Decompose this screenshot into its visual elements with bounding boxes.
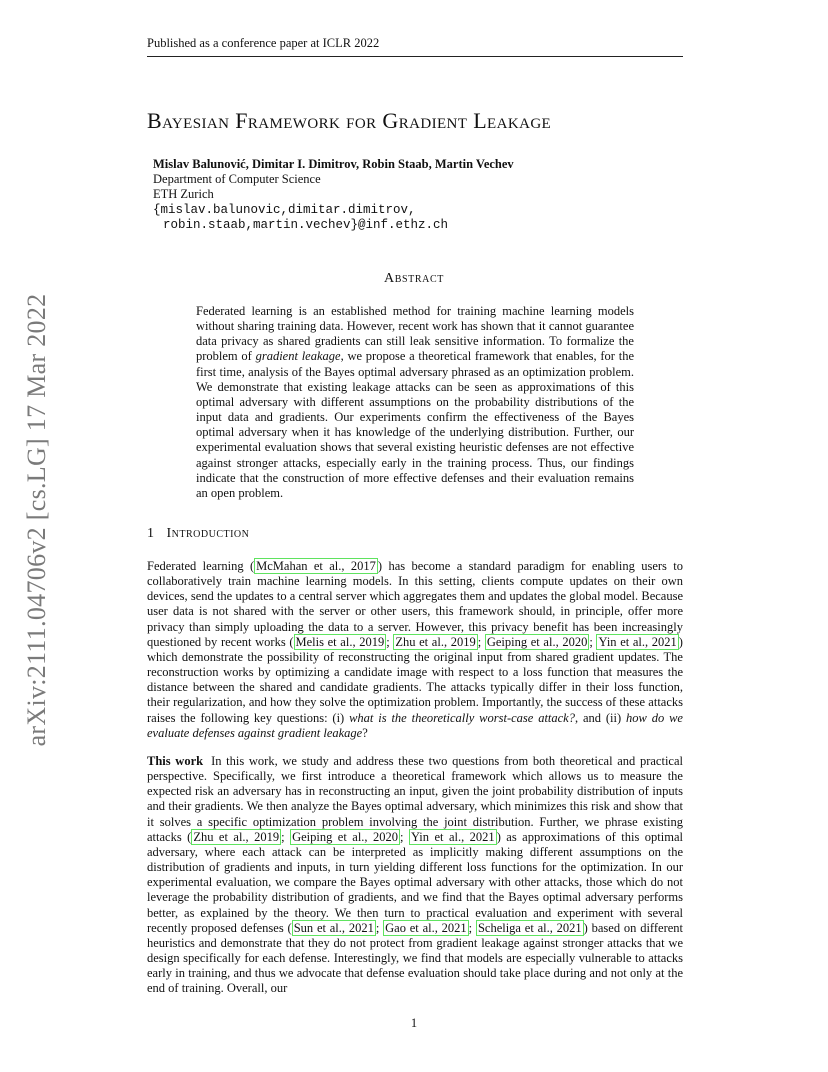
page-number: 1 [410, 1016, 418, 1030]
citation-link[interactable]: Geiping et al., 2020 [292, 829, 399, 844]
separator: ; [589, 634, 597, 649]
citation-link[interactable]: Gao et al., 2021 [385, 920, 467, 935]
text-run: ) based on different heuristics and demonstrate that they do not protect from gradient leakage against stronger attacks that we design specifically for each defense. Interestingly, we find that models are especially vulnerable to attacks early in training, and thus we advocate that defense evaluation should take place during and not only at the end of training. Overall, our [147, 920, 683, 996]
citation-link[interactable]: Zhu et al., 2019 [395, 634, 476, 649]
separator: ; [375, 920, 384, 935]
separator: ; [477, 634, 485, 649]
paren: ( [249, 559, 255, 573]
paren: ) [377, 559, 383, 573]
citation-link[interactable]: Zhu et al., 2019 [193, 829, 280, 844]
separator: ; [281, 829, 291, 844]
author-institution: ETH Zurich [153, 187, 214, 202]
author-names: Mislav Balunović, Dimitar I. Dimitrov, Robin Staab, Martin Vechev [153, 157, 514, 171]
paragraph-lead: This work [147, 754, 204, 768]
intro-paragraph-2 [147, 754, 683, 997]
abstract-text-part: , we propose a theoretical framework that enables, for the first time, analysis of the Bayes optimal adversary phrased as an optimization problem. We demonstrate that existing leakage attacks can be seen as approximations of this optimal adversary with different assumptions on the probability distributions of the input data and gradients. Our experiments confirm the effectiveness of the Bayes optimal adversary when it has knowledge of the underlying distribution. Further, our experimental evaluation shows that several existing heuristic defenses are not effective against stronger attacks, especially early in the training process. Thus, our findings indicate that the construction of more effective defenses and their evaluation remains an open problem. [196, 349, 634, 500]
citation-link[interactable]: Melis et al., 2019 [295, 634, 385, 649]
running-header: Published as a conference paper at ICLR 2022 [147, 36, 683, 57]
section-title: Introduction [166, 526, 250, 541]
text-run: Federated learning [147, 559, 250, 573]
italic-question: what is the theoretically worst-case attack? [349, 710, 575, 725]
abstract-text-part: Federated learning is an established method for training machine learning models without sharing training data. However, recent work has shown that it cannot guarantee data privacy as shared gradients can still leak sensitive information. To formalize the problem of [196, 304, 634, 364]
author-email-line-1: {mislav.balunovic,dimitar.dimitrov, [153, 202, 416, 217]
arxiv-identifier: arXiv:2111.04706v2 [cs.LG] 17 Mar 2022 [22, 293, 51, 747]
citation-link[interactable]: Sun et al., 2021 [293, 920, 374, 935]
abstract-text [196, 304, 634, 501]
italic-question: how do we evaluate defenses against gradient leakage [147, 710, 683, 740]
citation-link[interactable]: McMahan et al., 2017 [256, 559, 376, 573]
text-run: , and (ii) [574, 710, 627, 725]
abstract-italic-term: gradient leakage [255, 349, 341, 364]
separator: ; [468, 920, 476, 935]
citation-link[interactable]: Geiping et al., 2020 [486, 634, 588, 649]
paper-title: Bayesian Framework for Gradient Leakage [147, 108, 552, 133]
author-block [153, 157, 693, 233]
separator: ; [400, 829, 409, 844]
text-run: In this work, we study and address these two questions from both theoretical and practical perspective. Specifically, we first introduce a theoretical framework which allows us to measure the expected risk an adversary has in reconstructing an input, given the joint probability distribution of inputs and their gradients. We then analyze the Bayes optimal adversary, which minimizes this risk and show that it solves a specific optimization problem involving the joint distribution. Further, we phrase existing attacks ( [147, 754, 683, 844]
author-department: Department of Computer Science [153, 172, 321, 187]
section-heading [147, 526, 249, 542]
text-run: ) as approximations of this optimal adversary, where each attack can be interpreted as implicitly making different assumptions on the distribution of gradients and inputs, in turn yielding different loss functions for the optimization. In our experimental evaluation, we compare the Bayes optimal adversary with other attacks, those which do not leverage the probability distribution of gradients, and we find that the Bayes optimal adversary performs better, as explained by the theory. We then turn to practical evaluation and experiment with several recently proposed defenses ( [147, 829, 683, 935]
arxiv-sidebar [17, 280, 57, 760]
abstract-heading: Abstract [384, 271, 444, 286]
text-run: ? [362, 725, 368, 740]
intro-paragraph-1 [147, 559, 683, 741]
author-email-line-2: robin.staab,martin.vechev}@inf.ethz.ch [163, 217, 449, 232]
text-run: has become a standard paradigm for enabling users to collaboratively train machine learning models. In this setting, clients compute updates on their own devices, send the updates to a central server which aggregates them and updates the global model. Because user data is not shared with the server or other users, this framework should, in principle, offer more privacy than simply uploading the data to a server. However, this privacy benefit has been increasingly questioned by recent works ( [147, 559, 684, 649]
citation-link[interactable]: Yin et al., 2021 [598, 634, 677, 649]
separator: ; [386, 634, 394, 649]
text-run: ) which demonstrate the possibility of reconstructing the original input from shared gradient updates. The reconstruction works by optimizing a candidate image with respect to a loss function that measures the distance between the shared and candidate gradients. The attacks typically differ in their loss function, their regularization, and how they solve the optimization problem. Importantly, the success of these attacks raises the following key questions: (i) [147, 634, 683, 725]
citation-link[interactable]: Yin et al., 2021 [410, 829, 495, 844]
section-number: 1 [147, 526, 155, 541]
citation-link[interactable]: Scheliga et al., 2021 [477, 920, 582, 935]
